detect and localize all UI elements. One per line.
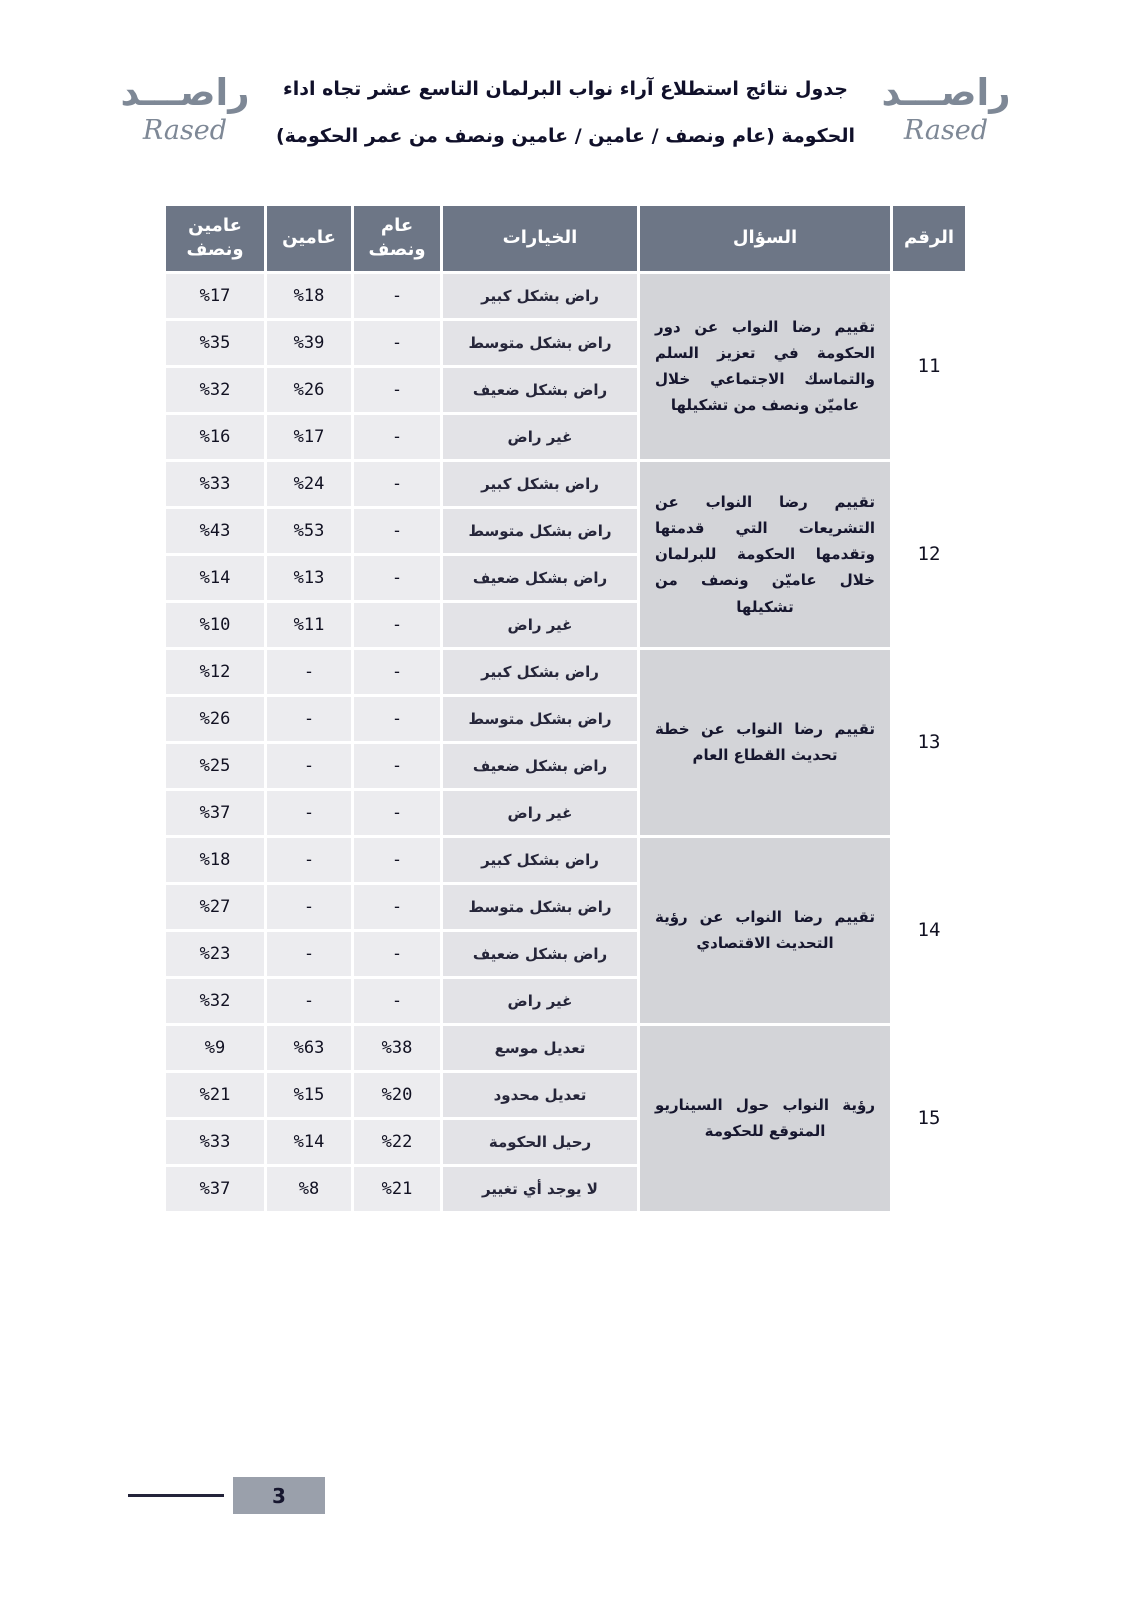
value-two-years-and-half: %33 bbox=[166, 462, 264, 506]
option-label: غير راض bbox=[443, 791, 637, 835]
value-two-years-and-half: %37 bbox=[166, 791, 264, 835]
header-question: السؤال bbox=[640, 206, 890, 271]
rased-logo-left bbox=[120, 71, 250, 146]
option-label: راض بشكل كبير bbox=[443, 462, 637, 506]
value-two-years-and-half: %33 bbox=[166, 1120, 264, 1164]
value-two-years-and-half: %21 bbox=[166, 1073, 264, 1117]
header-year-and-half: عام ونصف bbox=[354, 206, 440, 271]
value-year-and-half: - bbox=[354, 932, 440, 976]
value-two-years-and-half: %23 bbox=[166, 932, 264, 976]
value-two-years: %13 bbox=[267, 556, 351, 600]
value-two-years: %24 bbox=[267, 462, 351, 506]
option-label: راض بشكل متوسط bbox=[443, 697, 637, 741]
value-two-years: %8 bbox=[267, 1167, 351, 1211]
question-text: تقييم رضا النواب عن دور الحكومة في تعزيز السلم والتماسك الاجتماعي خلال عاميّن ونصف من تشكيلها bbox=[640, 274, 890, 459]
value-two-years-and-half: %32 bbox=[166, 979, 264, 1023]
table-row bbox=[166, 650, 965, 694]
option-label: راض بشكل متوسط bbox=[443, 321, 637, 365]
value-year-and-half: - bbox=[354, 415, 440, 459]
value-year-and-half: - bbox=[354, 838, 440, 882]
value-two-years: %63 bbox=[267, 1026, 351, 1070]
rased-logo-latin: Rased bbox=[903, 114, 989, 146]
value-year-and-half: - bbox=[354, 556, 440, 600]
rased-logo-arabic: راصـــد bbox=[120, 71, 250, 114]
option-label: راض بشكل ضعيف bbox=[443, 368, 637, 412]
option-label: راض بشكل كبير bbox=[443, 274, 637, 318]
table-row bbox=[166, 462, 965, 506]
page-header bbox=[0, 0, 1131, 159]
value-two-years: - bbox=[267, 650, 351, 694]
option-label: غير راض bbox=[443, 415, 637, 459]
value-two-years: %15 bbox=[267, 1073, 351, 1117]
value-two-years-and-half: %37 bbox=[166, 1167, 264, 1211]
value-year-and-half: - bbox=[354, 509, 440, 553]
question-number: 12 bbox=[893, 462, 965, 647]
value-year-and-half: - bbox=[354, 368, 440, 412]
value-year-and-half: - bbox=[354, 885, 440, 929]
option-label: راض بشكل كبير bbox=[443, 650, 637, 694]
value-two-years-and-half: %27 bbox=[166, 885, 264, 929]
option-label: غير راض bbox=[443, 979, 637, 1023]
value-year-and-half: %22 bbox=[354, 1120, 440, 1164]
option-label: راض بشكل ضعيف bbox=[443, 744, 637, 788]
value-year-and-half: - bbox=[354, 603, 440, 647]
value-two-years-and-half: %25 bbox=[166, 744, 264, 788]
value-year-and-half: - bbox=[354, 321, 440, 365]
value-two-years-and-half: %16 bbox=[166, 415, 264, 459]
option-label: رحيل الحكومة bbox=[443, 1120, 637, 1164]
header-two-years-and-half: عامين ونصف bbox=[166, 206, 264, 271]
value-two-years: %53 bbox=[267, 509, 351, 553]
value-two-years: %39 bbox=[267, 321, 351, 365]
page-title-line2: الحكومة (عام ونصف / عامين / عامين ونصف من عمر الحكومة) bbox=[275, 124, 856, 147]
value-year-and-half: - bbox=[354, 979, 440, 1023]
question-number: 13 bbox=[893, 650, 965, 835]
table-header-row bbox=[166, 206, 965, 271]
rased-logo-latin: Rased bbox=[142, 114, 228, 146]
value-two-years: %26 bbox=[267, 368, 351, 412]
value-year-and-half: - bbox=[354, 697, 440, 741]
value-two-years: - bbox=[267, 932, 351, 976]
value-two-years-and-half: %12 bbox=[166, 650, 264, 694]
value-two-years: - bbox=[267, 697, 351, 741]
page-title bbox=[250, 52, 881, 159]
value-year-and-half: - bbox=[354, 274, 440, 318]
option-label: راض بشكل متوسط bbox=[443, 509, 637, 553]
question-text: تقييم رضا النواب عن رؤية التحديث الاقتصادي bbox=[640, 838, 890, 1023]
option-label: غير راض bbox=[443, 603, 637, 647]
value-two-years: %17 bbox=[267, 415, 351, 459]
option-label: راض بشكل كبير bbox=[443, 838, 637, 882]
value-two-years-and-half: %14 bbox=[166, 556, 264, 600]
value-two-years-and-half: %43 bbox=[166, 509, 264, 553]
option-label: راض بشكل متوسط bbox=[443, 885, 637, 929]
value-two-years: %18 bbox=[267, 274, 351, 318]
question-text: رؤية النواب حول السيناريو المتوقع للحكومة bbox=[640, 1026, 890, 1211]
table-row bbox=[166, 838, 965, 882]
value-two-years-and-half: %9 bbox=[166, 1026, 264, 1070]
value-two-years: - bbox=[267, 885, 351, 929]
value-two-years-and-half: %17 bbox=[166, 274, 264, 318]
value-year-and-half: %20 bbox=[354, 1073, 440, 1117]
rased-logo-right bbox=[881, 71, 1011, 146]
page-number-badge: 3 bbox=[233, 1477, 325, 1514]
value-year-and-half: - bbox=[354, 462, 440, 506]
value-two-years: - bbox=[267, 979, 351, 1023]
option-label: راض بشكل ضعيف bbox=[443, 556, 637, 600]
value-two-years: - bbox=[267, 791, 351, 835]
table-row bbox=[166, 274, 965, 318]
table-row bbox=[166, 1026, 965, 1070]
option-label: لا يوجد أي تغيير bbox=[443, 1167, 637, 1211]
question-number: 15 bbox=[893, 1026, 965, 1211]
value-two-years: - bbox=[267, 744, 351, 788]
page-title-line1: جدول نتائج استطلاع آراء نواب البرلمان التاسع عشر تجاه اداء bbox=[283, 78, 848, 100]
option-label: تعديل محدود bbox=[443, 1073, 637, 1117]
value-year-and-half: - bbox=[354, 744, 440, 788]
value-two-years: %11 bbox=[267, 603, 351, 647]
question-text: تقييم رضا النواب عن خطة تحديث القطاع العام bbox=[640, 650, 890, 835]
header-options: الخيارات bbox=[443, 206, 637, 271]
option-label: تعديل موسع bbox=[443, 1026, 637, 1070]
header-two-years: عامين bbox=[267, 206, 351, 271]
question-number: 14 bbox=[893, 838, 965, 1023]
survey-results-table bbox=[163, 203, 968, 1214]
value-year-and-half: %38 bbox=[354, 1026, 440, 1070]
value-year-and-half: - bbox=[354, 791, 440, 835]
value-year-and-half: %21 bbox=[354, 1167, 440, 1211]
value-two-years-and-half: %10 bbox=[166, 603, 264, 647]
question-text: تقييم رضا النواب عن التشريعات التي قدمتها وتقدمها الحكومة للبرلمان خلال عاميّن ونصف من تشكيلها bbox=[640, 462, 890, 647]
value-two-years-and-half: %18 bbox=[166, 838, 264, 882]
header-number: الرقم bbox=[893, 206, 965, 271]
option-label: راض بشكل ضعيف bbox=[443, 932, 637, 976]
page-footer bbox=[128, 1477, 325, 1514]
rased-logo-arabic: راصـــد bbox=[881, 71, 1011, 114]
value-two-years: - bbox=[267, 838, 351, 882]
footer-divider-line bbox=[128, 1494, 224, 1497]
value-two-years-and-half: %26 bbox=[166, 697, 264, 741]
value-year-and-half: - bbox=[354, 650, 440, 694]
value-two-years-and-half: %32 bbox=[166, 368, 264, 412]
value-two-years-and-half: %35 bbox=[166, 321, 264, 365]
question-number: 11 bbox=[893, 274, 965, 459]
value-two-years: %14 bbox=[267, 1120, 351, 1164]
